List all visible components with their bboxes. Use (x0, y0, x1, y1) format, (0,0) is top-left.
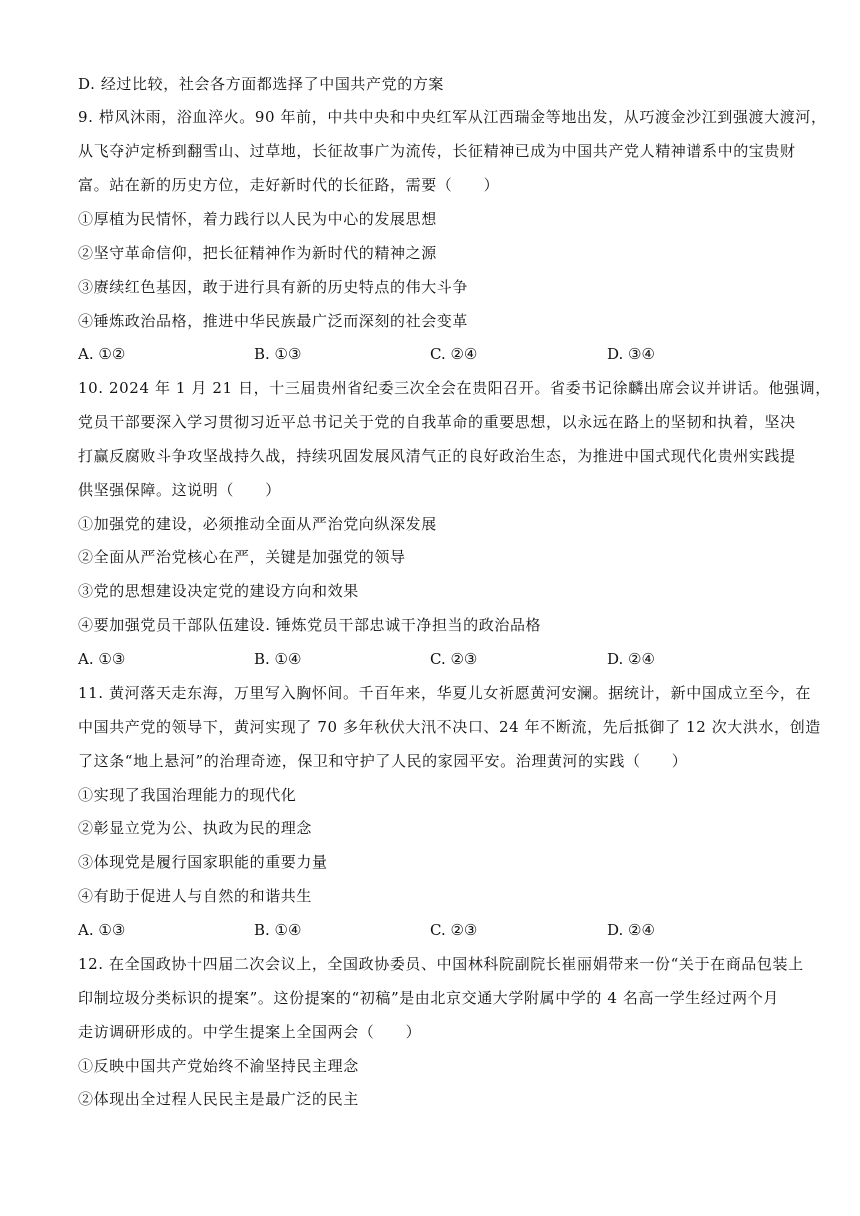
q11-option-d: D. ②④ (607, 921, 655, 939)
q9-stem-line-2: 从飞夺泸定桥到翻雪山、过草地，长征故事广为流传，长征精神已成为中国共产党人精神谱系中的宝贵财 (78, 142, 796, 160)
q10-option-d: D. ②④ (607, 650, 655, 668)
q11-stem-line-3: 了这条“地上悬河”的治理奇迹，保卫和守护了人民的家园平安。治理黄河的实践（ ） (78, 752, 688, 770)
q10-stem-line-4: 供坚强保障。这说明（ ） (78, 481, 281, 499)
q12-item-1: ①反映中国共产党始终不渝坚持民主理念 (78, 1057, 359, 1075)
q11-stem-line-1: 11. 黄河落天走东海，万里写入胸怀间。千百年来，华夏儿女祈愿黄河安澜。据统计，新中国成立至今，在 (78, 684, 812, 702)
q12-stem-line-1: 12. 在全国政协十四届二次会议上，全国政协委员、中国林科院副院长崔丽娟带来一份“关于在商品包装上 (78, 955, 804, 973)
q9-stem-line-3: 富。站在新的历史方位，走好新时代的长征路，需要（ ） (78, 176, 500, 194)
q10-option-a: A. ①③ (78, 650, 126, 668)
q10-stem-line-3: 打赢反腐败斗争攻坚战持久战，持续巩固发展风清气正的良好政治生态，为推进中国式现代化贵州实践提 (78, 447, 796, 465)
q11-stem-line-2: 中国共产党的领导下，黄河实现了 70 多年秋伏大汛不决口、24 年不断流，先后抵御了 12 次大洪水，创造 (78, 718, 821, 736)
q9-item-2: ②坚守革命信仰，把长征精神作为新时代的精神之源 (78, 244, 437, 262)
q9-option-c: C. ②④ (430, 345, 478, 363)
q11-option-a: A. ①③ (78, 921, 126, 939)
q10-option-b: B. ①④ (254, 650, 302, 668)
q10-item-4: ④要加强党员干部队伍建设. 锤炼党员干部忠诚干净担当的政治品格 (78, 616, 542, 634)
q10-item-2: ②全面从严治党核心在严，关键是加强党的领导 (78, 548, 406, 566)
q11-option-b: B. ①④ (254, 921, 302, 939)
q9-item-1: ①厚植为民情怀，着力践行以人民为中心的发展思想 (78, 210, 437, 228)
q10-option-c: C. ②③ (430, 650, 478, 668)
q11-item-4: ④有助于促进人与自然的和谐共生 (78, 887, 313, 905)
q11-item-2: ②彰显立党为公、执政为民的理念 (78, 819, 313, 837)
q9-option-b: B. ①③ (254, 345, 302, 363)
prev-option-d: D. 经过比较，社会各方面都选择了中国共产党的方案 (78, 75, 445, 93)
q10-stem-line-2: 党员干部要深入学习贯彻习近平总书记关于党的自我革命的重要思想，以永远在路上的坚韧和执着，坚决 (78, 413, 796, 431)
q11-item-3: ③体现党是履行国家职能的重要力量 (78, 853, 328, 871)
q9-item-4: ④锤炼政治品格，推进中华民族最广泛而深刻的社会变革 (78, 312, 469, 330)
q10-stem-line-1: 10. 2024 年 1 月 21 日，十三届贵州省纪委三次全会在贵阳召开。省委书记徐麟出席会议并讲话。他强调， (78, 379, 831, 397)
q9-option-a: A. ①② (78, 345, 126, 363)
q10-item-3: ③党的思想建设决定党的建设方向和效果 (78, 582, 359, 600)
q12-stem-line-3: 走访调研形成的。中学生提案上全国两会（ ） (78, 1023, 422, 1041)
q12-stem-line-2: 印制垃圾分类标识的提案”。这份提案的“初稿”是由北京交通大学附属中学的 4 名高一学生经过两个月 (78, 989, 779, 1007)
q10-item-1: ①加强党的建设，必须推动全面从严治党向纵深发展 (78, 515, 437, 533)
q11-option-c: C. ②③ (430, 921, 478, 939)
q9-stem-line-1: 9. 栉风沐雨，浴血淬火。90 年前，中共中央和中央红军从江西瑞金等地出发，从巧渡金沙江到强渡大渡河， (78, 108, 827, 126)
q9-item-3: ③赓续红色基因，敢于进行具有新的历史特点的伟大斗争 (78, 278, 469, 296)
q9-option-d: D. ③④ (607, 345, 655, 363)
q12-item-2: ②体现出全过程人民民主是最广泛的民主 (78, 1090, 359, 1108)
q11-item-1: ①实现了我国治理能力的现代化 (78, 786, 297, 804)
